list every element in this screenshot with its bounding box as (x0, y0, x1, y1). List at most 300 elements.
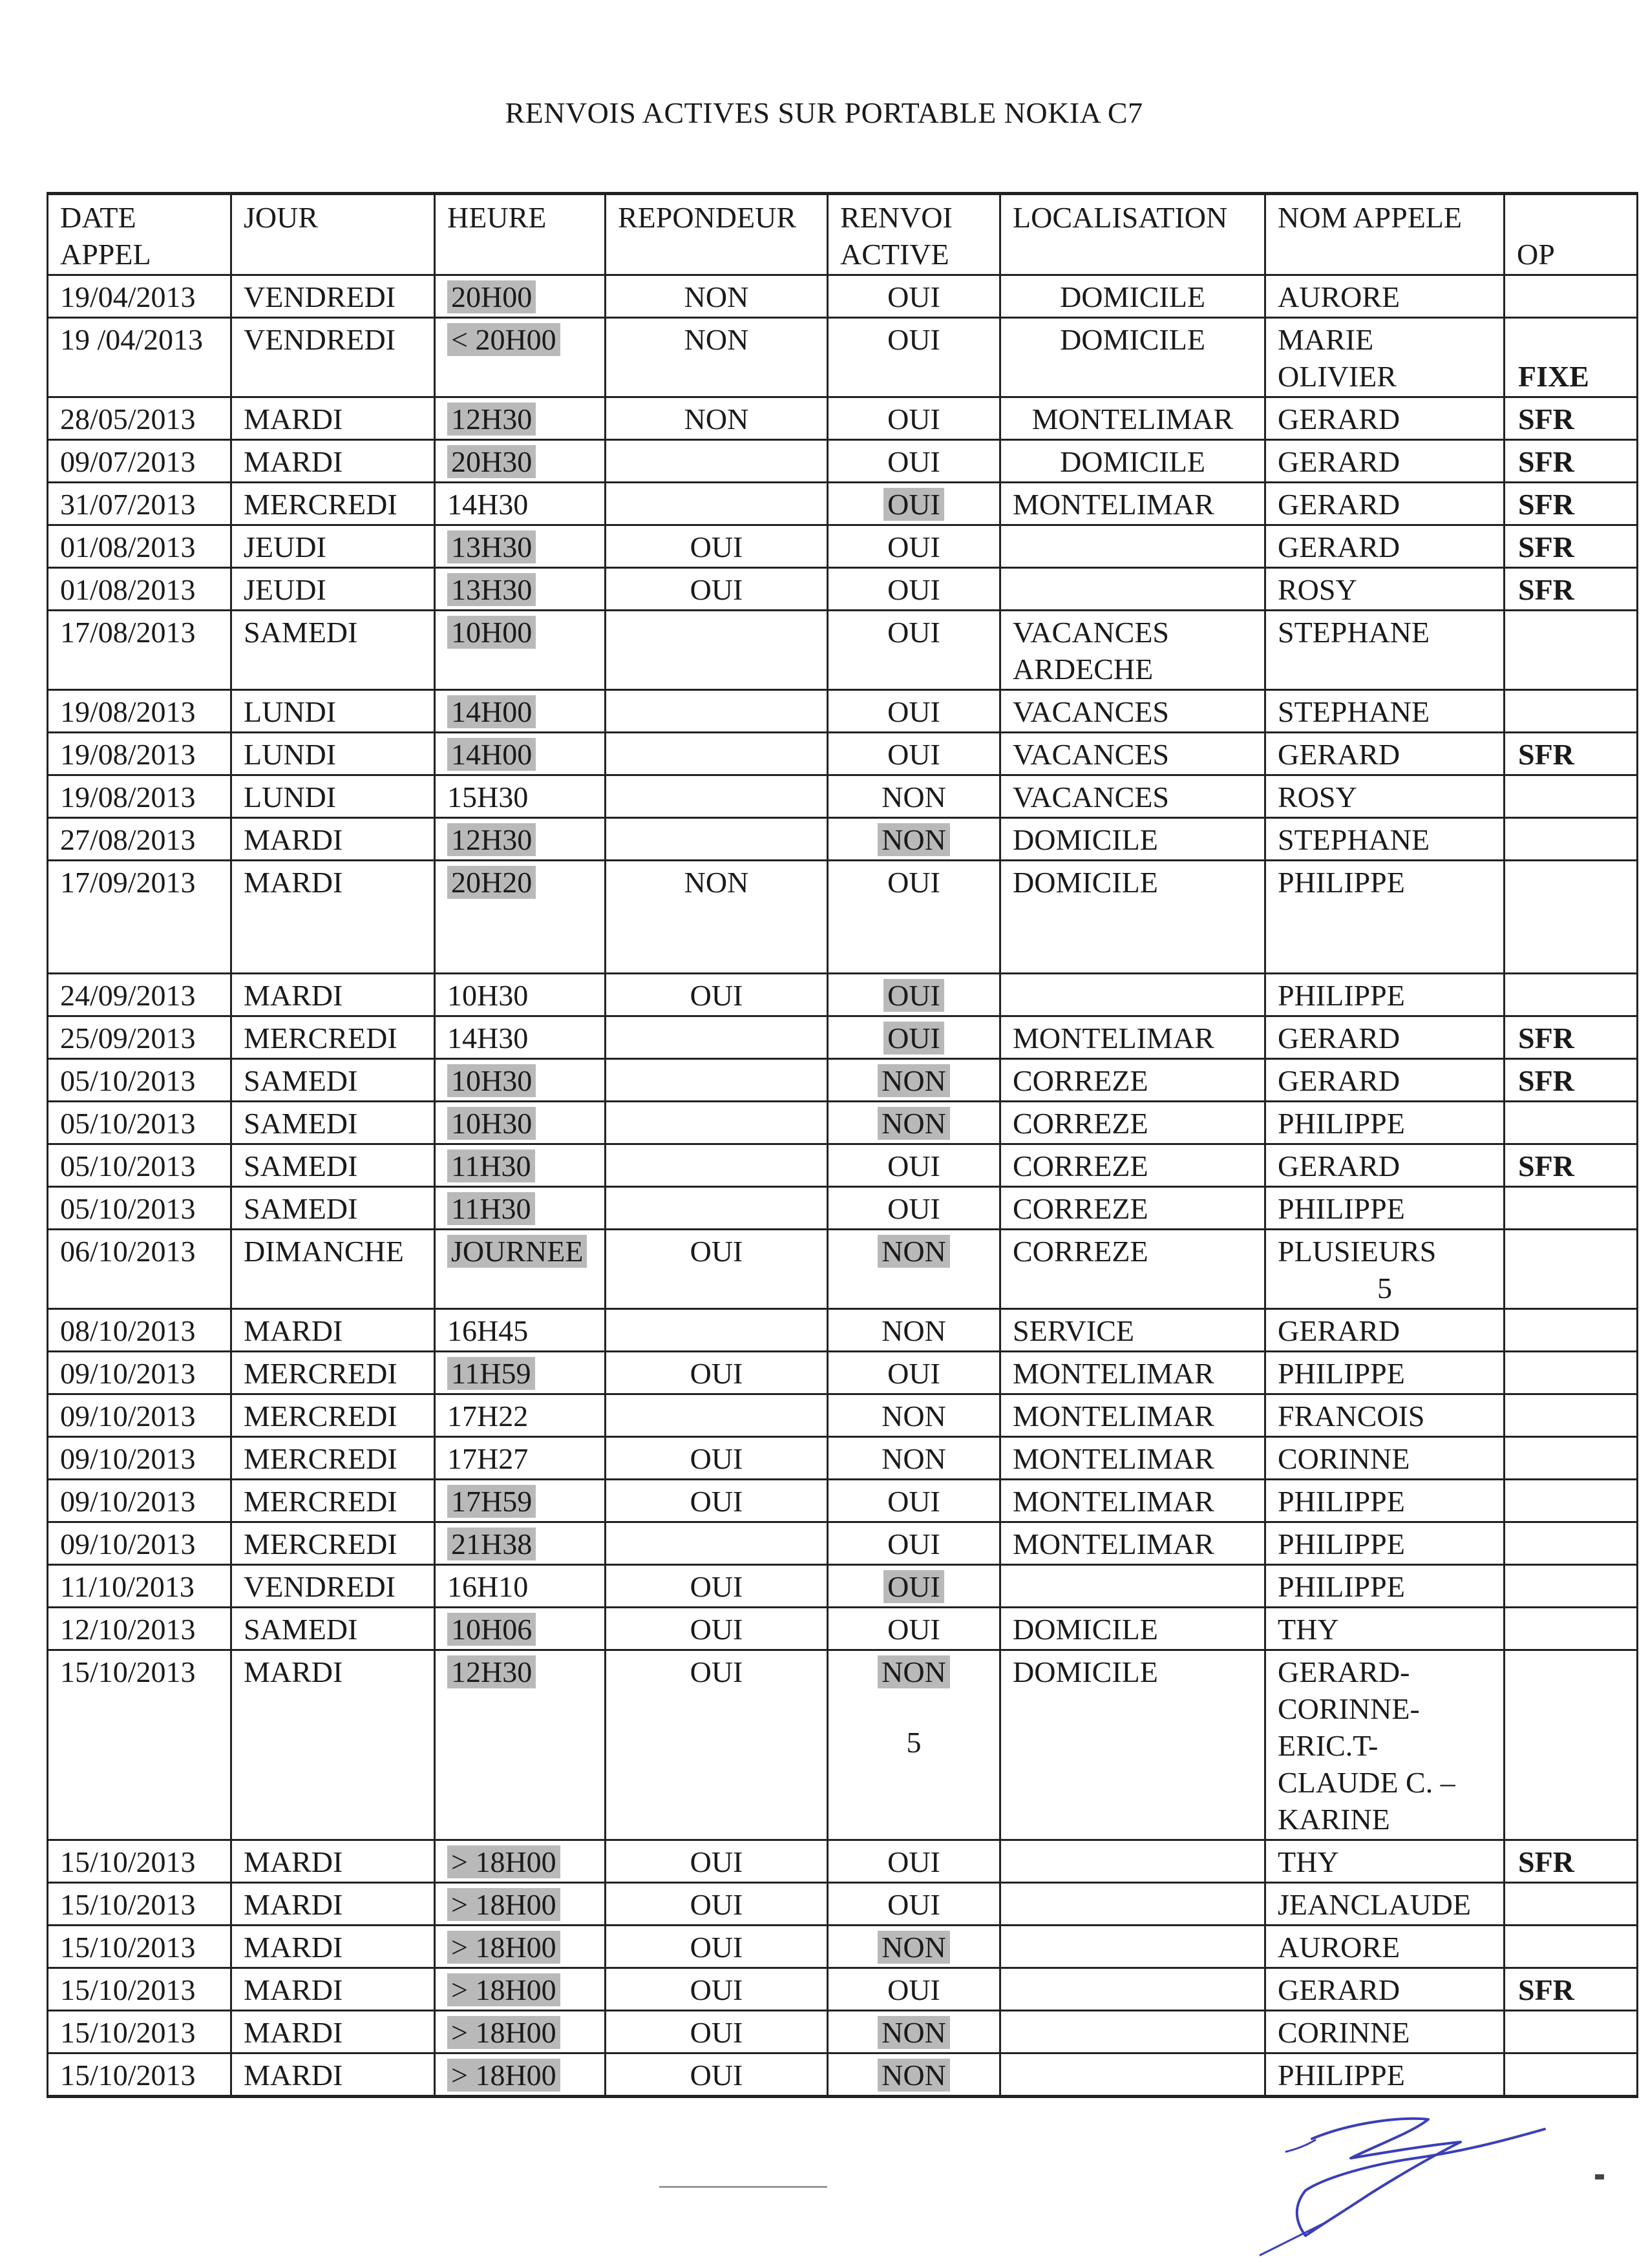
header-localisation: LOCALISATION (1000, 194, 1265, 275)
cell-nom-appele (1265, 1480, 1505, 1522)
cell-repondeur (606, 775, 828, 818)
cell-heure-text: 10H00 (447, 616, 536, 649)
cell-date (48, 611, 231, 690)
cell-repondeur-text: OUI (690, 530, 743, 563)
cell-nom-appele-text: PHILIPPE (1278, 979, 1405, 1012)
cell-localisation (1000, 1016, 1265, 1059)
cell-localisation (1000, 1394, 1265, 1437)
cell-nom-appele-text: PHILIPPE (1278, 1570, 1405, 1603)
cell-date-text: 15/10/2013 (60, 1845, 196, 1878)
cell-repondeur-text: OUI (690, 1442, 743, 1475)
cell-jour-text: LUNDI (244, 781, 337, 814)
cell-renvoi-text: OUI (887, 403, 940, 436)
cell-renvoi-text: OUI (887, 573, 940, 606)
cell-renvoi-text: OUI (887, 1973, 940, 2006)
cell-jour (231, 1968, 435, 2011)
cell-localisation (1000, 974, 1265, 1016)
cell-date-text: 05/10/2013 (60, 1192, 196, 1225)
call-forwarding-table (47, 192, 1638, 2098)
cell-localisation-text: DOMICILE (1060, 280, 1205, 313)
cell-renvoi-text: OUI (887, 1888, 940, 1921)
cell-nom-appele-text: FRANCOIS (1278, 1400, 1425, 1433)
cell-nom-appele (1265, 275, 1505, 318)
cell-operateur (1505, 525, 1638, 568)
cell-renvoi (828, 1016, 1000, 1059)
cell-date-text: 25/09/2013 (60, 1022, 196, 1055)
table-row (48, 690, 1638, 733)
cell-nom-appele (1265, 974, 1505, 1016)
cell-nom-appele (1265, 1352, 1505, 1394)
cell-date (48, 974, 231, 1016)
cell-jour-text: MERCREDI (244, 1022, 397, 1055)
cell-repondeur-text: NON (684, 866, 749, 899)
cell-heure-text: > 18H00 (447, 2016, 560, 2049)
cell-date-text: 17/08/2013 (60, 616, 196, 649)
cell-localisation-text: CORREZE (1013, 1107, 1148, 1140)
cell-jour (231, 733, 435, 775)
cell-date (48, 2053, 231, 2097)
cell-localisation (1000, 1230, 1265, 1309)
cell-date (48, 1352, 231, 1394)
cell-repondeur (606, 1230, 828, 1309)
cell-operateur (1505, 1437, 1638, 1480)
cell-heure (435, 1187, 606, 1230)
cell-repondeur (606, 1883, 828, 1926)
table-row (48, 818, 1638, 861)
cell-jour-text: MERCREDI (244, 1400, 397, 1433)
cell-renvoi (828, 861, 1000, 974)
cell-localisation (1000, 861, 1265, 974)
cell-localisation (1000, 275, 1265, 318)
cell-renvoi (828, 974, 1000, 1016)
cell-jour (231, 861, 435, 974)
cell-jour (231, 1394, 435, 1437)
cell-date (48, 1016, 231, 1059)
cell-operateur-text: SFR (1518, 488, 1574, 521)
cell-date (48, 1968, 231, 2011)
cell-nom-appele (1265, 1437, 1505, 1480)
cell-renvoi-text: OUI (887, 616, 940, 649)
cell-localisation-text: DOMICILE (1013, 1613, 1158, 1646)
cell-renvoi (828, 1352, 1000, 1394)
cell-heure (435, 1480, 606, 1522)
cell-heure-text: 12H30 (447, 1655, 536, 1688)
cell-localisation (1000, 1522, 1265, 1565)
cell-heure (435, 1437, 606, 1480)
cell-repondeur (606, 1394, 828, 1437)
cell-repondeur (606, 1608, 828, 1650)
scan-speck (659, 2186, 827, 2188)
cell-localisation-text: VACANCES (1013, 695, 1169, 728)
cell-localisation-text: MONTELIMAR (1013, 1528, 1214, 1560)
cell-date-text: 15/10/2013 (60, 1888, 196, 1921)
cell-heure-text: 10H30 (447, 1064, 536, 1097)
cell-repondeur (606, 1352, 828, 1394)
cell-nom-appele-text: GERARD (1278, 445, 1400, 478)
cell-date (48, 1608, 231, 1650)
header-heure: HEURE (435, 194, 606, 275)
cell-date-text: 15/10/2013 (60, 2016, 196, 2049)
cell-heure-text: > 18H00 (447, 1973, 560, 2006)
cell-operateur-text: SFR (1518, 738, 1574, 771)
table-row (48, 1650, 1638, 1840)
cell-jour (231, 1230, 435, 1309)
cell-nom-appele-text: PHILIPPE (1278, 1528, 1405, 1560)
cell-repondeur (606, 2053, 828, 2097)
cell-nom-appele (1265, 397, 1505, 440)
cell-renvoi-text: NON (882, 1400, 946, 1433)
cell-repondeur (606, 1437, 828, 1480)
cell-operateur-text: SFR (1518, 573, 1574, 606)
cell-nom-appele (1265, 1840, 1505, 1883)
cell-date (48, 1565, 231, 1608)
cell-nom-appele-text: CORINNE (1278, 2016, 1410, 2049)
cell-jour-text: MARDI (244, 2059, 343, 2092)
cell-heure-text: > 18H00 (447, 2059, 560, 2092)
cell-nom-appele-text: AURORE (1278, 1931, 1400, 1964)
cell-nom-appele-text: STEPHANE (1278, 695, 1430, 728)
cell-jour-text: MARDI (244, 1888, 343, 1921)
table-row (48, 861, 1638, 974)
cell-renvoi (828, 611, 1000, 690)
cell-localisation (1000, 611, 1265, 690)
cell-repondeur (606, 1187, 828, 1230)
cell-repondeur (606, 275, 828, 318)
cell-date (48, 1480, 231, 1522)
cell-operateur (1505, 1144, 1638, 1187)
cell-heure (435, 611, 606, 690)
cell-nom-appele-text: AURORE (1278, 280, 1400, 313)
cell-nom-appele (1265, 318, 1505, 397)
cell-renvoi (828, 1102, 1000, 1144)
cell-date-text: 15/10/2013 (60, 1973, 196, 2006)
cell-jour (231, 318, 435, 397)
header-date-appel: DATE APPEL (48, 194, 231, 275)
cell-renvoi-text: NON (878, 1107, 950, 1140)
cell-renvoi (828, 690, 1000, 733)
cell-repondeur (606, 733, 828, 775)
cell-renvoi-text: NON (878, 1064, 950, 1097)
cell-nom-appele-text: GERARD (1278, 1314, 1400, 1347)
cell-date-text: 05/10/2013 (60, 1150, 196, 1182)
cell-nom-appele-text: GERARD (1278, 738, 1400, 771)
cell-date (48, 1059, 231, 1102)
cell-repondeur (606, 1926, 828, 1968)
cell-renvoi-text: OUI (887, 738, 940, 771)
cell-localisation-text: MONTELIMAR (1013, 1357, 1214, 1390)
cell-jour (231, 1926, 435, 1968)
cell-repondeur (606, 397, 828, 440)
table-row (48, 1883, 1638, 1926)
table-row (48, 1608, 1638, 1650)
cell-jour-text: SAMEDI (244, 1613, 358, 1646)
cell-operateur (1505, 611, 1638, 690)
cell-nom-appele-text: CORINNE (1278, 1442, 1410, 1475)
cell-localisation (1000, 1437, 1265, 1480)
header-repondeur: REPONDEUR (606, 194, 828, 275)
cell-localisation (1000, 440, 1265, 483)
cell-jour-text: MARDI (244, 823, 343, 856)
cell-operateur (1505, 1016, 1638, 1059)
cell-localisation-text: DOMICILE (1013, 823, 1158, 856)
cell-jour (231, 2011, 435, 2053)
cell-renvoi-text: OUI (883, 1022, 944, 1055)
cell-operateur (1505, 275, 1638, 318)
cell-repondeur (606, 818, 828, 861)
cell-repondeur (606, 1522, 828, 1565)
cell-repondeur-text: OUI (690, 1613, 743, 1646)
cell-renvoi (828, 1840, 1000, 1883)
cell-heure (435, 1608, 606, 1650)
cell-nom-appele (1265, 1883, 1505, 1926)
cell-heure-text: 13H30 (447, 530, 536, 563)
cell-repondeur (606, 1102, 828, 1144)
cell-renvoi (828, 1522, 1000, 1565)
cell-operateur (1505, 690, 1638, 733)
cell-heure-text: < 20H00 (447, 323, 560, 356)
cell-date-text: 17/09/2013 (60, 866, 196, 899)
cell-nom-appele (1265, 1608, 1505, 1650)
cell-localisation (1000, 1608, 1265, 1650)
cell-jour-text: SAMEDI (244, 1107, 358, 1140)
cell-repondeur-text: OUI (690, 1973, 743, 2006)
table-row (48, 483, 1638, 525)
cell-jour (231, 1102, 435, 1144)
cell-localisation-text: MONTELIMAR (1013, 1400, 1214, 1433)
cell-date-text: 01/08/2013 (60, 573, 196, 606)
cell-heure (435, 1016, 606, 1059)
cell-date (48, 1102, 231, 1144)
table-row (48, 1144, 1638, 1187)
cell-heure (435, 1565, 606, 1608)
cell-operateur (1505, 1309, 1638, 1352)
cell-nom-appele (1265, 1926, 1505, 1968)
cell-date-text: 05/10/2013 (60, 1064, 196, 1097)
cell-heure (435, 1840, 606, 1883)
cell-localisation (1000, 775, 1265, 818)
table-row (48, 611, 1638, 690)
cell-jour-text: LUNDI (244, 695, 337, 728)
cell-nom-appele-text: STEPHANE (1278, 616, 1430, 649)
cell-repondeur (606, 611, 828, 690)
cell-repondeur-text: OUI (690, 1888, 743, 1921)
table-row (48, 1926, 1638, 1968)
cell-nom-appele (1265, 568, 1505, 611)
cell-date (48, 440, 231, 483)
cell-operateur-text: SFR (1518, 1064, 1574, 1097)
cell-nom-appele (1265, 733, 1505, 775)
cell-jour (231, 1522, 435, 1565)
cell-jour-text: SAMEDI (244, 1064, 358, 1097)
cell-heure (435, 483, 606, 525)
cell-heure-text: 10H06 (447, 1613, 536, 1646)
cell-heure (435, 525, 606, 568)
cell-heure (435, 440, 606, 483)
cell-repondeur (606, 974, 828, 1016)
cell-localisation-text: CORREZE (1013, 1235, 1148, 1268)
cell-localisation (1000, 525, 1265, 568)
cell-jour-text: VENDREDI (244, 280, 396, 313)
cell-renvoi (828, 1565, 1000, 1608)
cell-heure-text: 20H30 (447, 445, 536, 478)
cell-date (48, 1437, 231, 1480)
cell-date (48, 1394, 231, 1437)
cell-renvoi-text: NON (878, 2016, 950, 2049)
cell-renvoi (828, 1883, 1000, 1926)
cell-renvoi-text: NON (882, 781, 946, 814)
cell-jour-text: MARDI (244, 1314, 343, 1347)
cell-heure (435, 1102, 606, 1144)
cell-operateur (1505, 483, 1638, 525)
cell-operateur (1505, 1650, 1638, 1840)
cell-localisation (1000, 1352, 1265, 1394)
cell-localisation (1000, 690, 1265, 733)
cell-date (48, 397, 231, 440)
cell-jour (231, 1352, 435, 1394)
cell-date-text: 09/10/2013 (60, 1357, 196, 1390)
cell-renvoi (828, 733, 1000, 775)
cell-nom-appele-text: PHILIPPE (1278, 2059, 1405, 2092)
cell-renvoi-text: OUI (887, 1150, 940, 1182)
cell-jour (231, 440, 435, 483)
cell-date (48, 1650, 231, 1840)
cell-nom-appele (1265, 1230, 1505, 1309)
cell-operateur (1505, 733, 1638, 775)
cell-jour-text: VENDREDI (244, 1570, 396, 1603)
cell-nom-appele-text: PLUSIEURS (1278, 1235, 1437, 1268)
table-row (48, 1102, 1638, 1144)
cell-operateur-text: SFR (1518, 1845, 1574, 1878)
cell-operateur-text: SFR (1518, 1973, 1574, 2006)
cell-nom-appele-text: PHILIPPE (1278, 866, 1405, 899)
cell-renvoi (828, 1480, 1000, 1522)
cell-heure-text: > 18H00 (447, 1845, 560, 1878)
cell-date (48, 1187, 231, 1230)
cell-operateur (1505, 440, 1638, 483)
cell-renvoi-text: NON (878, 1235, 950, 1268)
table-body (48, 275, 1638, 2097)
cell-operateur (1505, 1480, 1638, 1522)
cell-jour-text: MERCREDI (244, 1485, 397, 1518)
cell-nom-appele-text: PHILIPPE (1278, 1107, 1405, 1140)
cell-date-text: 15/10/2013 (60, 2059, 196, 2092)
cell-heure (435, 1883, 606, 1926)
table-row (48, 318, 1638, 397)
cell-repondeur (606, 1650, 828, 1840)
cell-heure (435, 818, 606, 861)
cell-heure-text: 17H59 (447, 1485, 536, 1518)
cell-nom-appele (1265, 1016, 1505, 1059)
cell-date (48, 775, 231, 818)
cell-renvoi-text: NON (882, 1314, 946, 1347)
cell-repondeur (606, 568, 828, 611)
renvoi-count-note: 5 (906, 1726, 922, 1759)
call-forwarding-table-wrap (47, 192, 1589, 2098)
table-row (48, 1480, 1638, 1522)
cell-heure-text: 11H30 (447, 1192, 535, 1225)
cell-localisation (1000, 1840, 1265, 1883)
cell-renvoi-text: NON (882, 1442, 946, 1475)
cell-renvoi-text: OUI (887, 530, 940, 563)
cell-operateur (1505, 1565, 1638, 1608)
cell-repondeur (606, 1968, 828, 2011)
cell-renvoi (828, 275, 1000, 318)
cell-operateur (1505, 775, 1638, 818)
cell-date-text: 15/10/2013 (60, 1931, 196, 1964)
cell-operateur (1505, 2011, 1638, 2053)
cell-operateur (1505, 568, 1638, 611)
cell-jour-text: JEUDI (244, 573, 326, 606)
cell-repondeur (606, 440, 828, 483)
cell-heure-text: 15H30 (447, 781, 529, 814)
table-row (48, 1840, 1638, 1883)
table-row (48, 568, 1638, 611)
cell-localisation-text: CORREZE (1013, 1150, 1148, 1182)
cell-renvoi-text: OUI (883, 488, 944, 521)
cell-operateur (1505, 1059, 1638, 1102)
cell-renvoi (828, 1187, 1000, 1230)
cell-operateur (1505, 974, 1638, 1016)
table-row (48, 775, 1638, 818)
cell-jour (231, 611, 435, 690)
cell-heure (435, 1059, 606, 1102)
cell-heure (435, 775, 606, 818)
cell-localisation (1000, 1102, 1265, 1144)
cell-renvoi (828, 818, 1000, 861)
table-row (48, 1059, 1638, 1102)
cell-nom-appele (1265, 1102, 1505, 1144)
cell-date-text: 19 /04/2013 (60, 323, 204, 356)
cell-date (48, 1144, 231, 1187)
header-operateur: OP (1505, 194, 1638, 275)
cell-heure-text: 11H59 (447, 1357, 535, 1390)
cell-date-text: 15/10/2013 (60, 1655, 196, 1688)
cell-localisation-text: DOMICILE (1013, 866, 1158, 899)
cell-date (48, 1522, 231, 1565)
cell-jour-text: MARDI (244, 1973, 343, 2006)
cell-renvoi (828, 2011, 1000, 2053)
cell-date (48, 818, 231, 861)
cell-operateur (1505, 1394, 1638, 1437)
cell-repondeur (606, 1016, 828, 1059)
cell-operateur (1505, 318, 1638, 397)
cell-nom-appele-text: STEPHANE (1278, 823, 1430, 856)
cell-date (48, 733, 231, 775)
cell-date (48, 1230, 231, 1309)
cell-localisation (1000, 568, 1265, 611)
cell-heure (435, 1650, 606, 1840)
cell-nom-appele (1265, 2011, 1505, 2053)
cell-nom-appele-text: GERARD (1278, 488, 1400, 521)
cell-localisation (1000, 397, 1265, 440)
cell-operateur (1505, 1883, 1638, 1926)
cell-nom-appele-text: ROSY (1278, 781, 1357, 814)
cell-jour (231, 1883, 435, 1926)
cell-date (48, 1309, 231, 1352)
cell-localisation-text: VACANCES (1013, 738, 1169, 771)
cell-heure (435, 1144, 606, 1187)
table-row (48, 397, 1638, 440)
cell-operateur (1505, 861, 1638, 974)
cell-nom-appele (1265, 1309, 1505, 1352)
cell-renvoi (828, 1144, 1000, 1187)
cell-repondeur (606, 483, 828, 525)
cell-repondeur (606, 861, 828, 974)
cell-repondeur-text: OUI (690, 1235, 743, 1268)
cell-renvoi-text: OUI (887, 1485, 940, 1518)
cell-heure (435, 861, 606, 974)
cell-jour-text: MARDI (244, 1655, 343, 1688)
